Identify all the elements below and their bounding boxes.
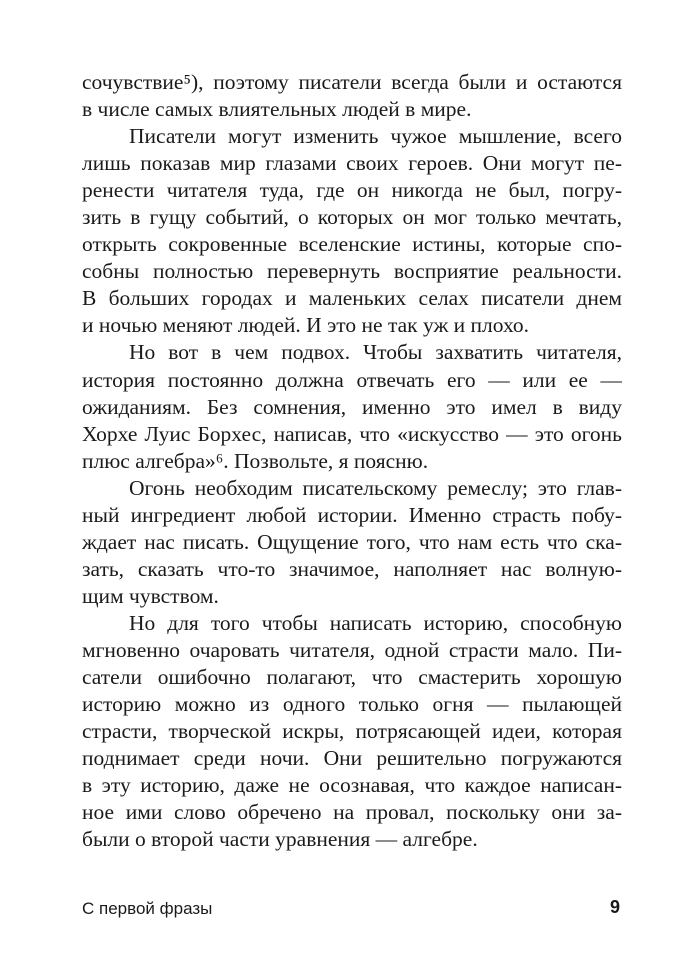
- text-line: лишь показав мир глазами своих героев. Они могут пе-: [82, 151, 622, 176]
- text-line: сочувствие⁵), поэтому писатели всегда были и остаются: [82, 70, 622, 94]
- text-line: зить в гущу событий, о которых он мог только мечтать,: [82, 205, 622, 230]
- running-title: С первой фразы: [82, 899, 213, 918]
- text-line: Огонь необходим писательскому ремеслу; это глав-: [129, 475, 622, 500]
- text-line: ный ингредиент любой истории. Именно страсть побу-: [82, 502, 622, 527]
- text-line: Но вот в чем подвох. Чтобы захватить читателя,: [129, 340, 622, 365]
- text-line: в эту историю, даже не осознавая, что каждое написан-: [82, 773, 622, 798]
- text-line: ожиданиям. Без сомнения, именно это имел в виду: [82, 394, 622, 419]
- text-line: мгновенно очаровать читателя, одной страсти мало. Пи-: [82, 637, 622, 662]
- text-line: зать, сказать что-то значимое, наполняет нас волную-: [82, 556, 622, 581]
- text-line: В больших городах и маленьких селах писатели днем: [82, 286, 622, 311]
- text-line: страсти, творческой искры, потрясающей идеи, которая: [82, 719, 622, 744]
- page-number: 9: [609, 897, 620, 917]
- text-line: сатели ошибочно полагают, что смастерить хорошую: [82, 665, 622, 690]
- text-line: ренести читателя туда, где он никогда не был, погру-: [82, 178, 622, 203]
- text-line: Хорхе Луис Борхес, написав, что «искусство — это огонь: [82, 421, 622, 446]
- text-line: историю можно из одного только огня — пылающей: [82, 692, 622, 717]
- text-line: ное ими слово обречено на провал, поскольку они за-: [82, 800, 622, 825]
- body-text: [82, 69, 622, 853]
- text-line: Но для того чтобы написать историю, способную: [129, 610, 622, 635]
- text-line: Писатели могут изменить чужое мышление, всего: [129, 124, 622, 149]
- text-line: история постоянно должна отвечать его — или ее —: [82, 367, 622, 392]
- text-line: собны полностью перевернуть восприятие реальности.: [82, 259, 622, 284]
- text-line: в числе самых влиятельных людей в мире.: [82, 97, 472, 122]
- text-line: плюс алгебра»⁶. Позвольте, я поясню.: [82, 448, 429, 473]
- text-line: и ночью меняют людей. И это не так уж и плохо.: [82, 313, 530, 338]
- text-line: были о второй части уравнения — алгебре.: [82, 827, 478, 852]
- text-line: открыть сокровенные вселенские истины, которые спо-: [82, 232, 622, 257]
- text-line: щим чувством.: [82, 583, 219, 608]
- text-line: ждает нас писать. Ощущение того, что нам есть что ска-: [82, 529, 622, 554]
- text-line: поднимает среди ночи. Они решительно погружаются: [82, 746, 622, 771]
